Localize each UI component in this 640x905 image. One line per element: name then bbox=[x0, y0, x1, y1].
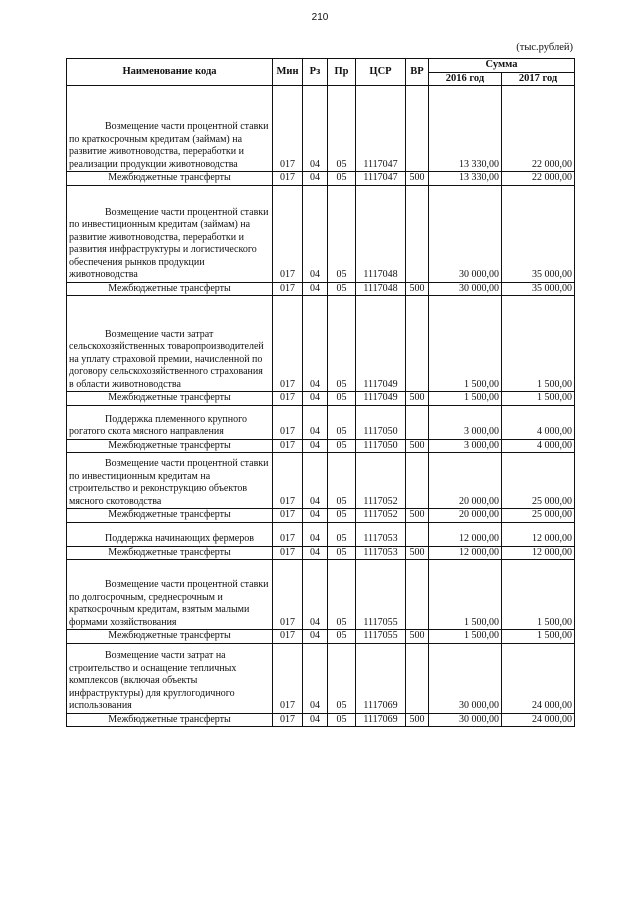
row-vr: 500 bbox=[406, 172, 429, 186]
table-row-item bbox=[67, 185, 575, 282]
page-number: 210 bbox=[311, 12, 329, 23]
row-value-2017: 4 000,00 bbox=[502, 439, 575, 453]
row-pr: 05 bbox=[328, 392, 356, 406]
row-csr: 1117050 bbox=[356, 439, 406, 453]
header-csr: ЦСР bbox=[356, 59, 406, 86]
row-vr: 500 bbox=[406, 282, 429, 296]
header-2017: 2017 год bbox=[502, 72, 575, 86]
table-row-transfer bbox=[67, 282, 575, 296]
row-name: Межбюджетные трансферты bbox=[67, 392, 273, 406]
budget-table bbox=[66, 58, 575, 727]
units-label: (тыс.рублей) bbox=[516, 42, 573, 53]
row-rz: 04 bbox=[303, 546, 328, 560]
row-csr: 1117053 bbox=[356, 522, 406, 546]
row-value-2016: 13 330,00 bbox=[429, 86, 502, 172]
row-value-2016: 12 000,00 bbox=[429, 522, 502, 546]
row-vr: 500 bbox=[406, 630, 429, 644]
row-csr: 1117055 bbox=[356, 630, 406, 644]
table-row-transfer bbox=[67, 172, 575, 186]
row-name: Межбюджетные трансферты bbox=[67, 509, 273, 523]
row-min: 017 bbox=[273, 282, 303, 296]
header-pr: Пр bbox=[328, 59, 356, 86]
row-pr: 05 bbox=[328, 713, 356, 727]
row-value-2016: 3 000,00 bbox=[429, 405, 502, 439]
row-value-2017: 22 000,00 bbox=[502, 172, 575, 186]
row-csr: 1117053 bbox=[356, 546, 406, 560]
row-pr: 05 bbox=[328, 643, 356, 713]
row-min: 017 bbox=[273, 509, 303, 523]
row-vr bbox=[406, 643, 429, 713]
row-name bbox=[67, 86, 273, 172]
row-rz: 04 bbox=[303, 185, 328, 282]
table-row-transfer bbox=[67, 509, 575, 523]
table-row-item bbox=[67, 643, 575, 713]
row-csr: 1117047 bbox=[356, 86, 406, 172]
row-rz: 04 bbox=[303, 509, 328, 523]
row-vr bbox=[406, 185, 429, 282]
table-row-transfer bbox=[67, 439, 575, 453]
row-pr: 05 bbox=[328, 509, 356, 523]
row-value-2017: 24 000,00 bbox=[502, 643, 575, 713]
header-sum: Сумма bbox=[429, 59, 575, 73]
row-name-text: Возмещение части процентной ставки по инвестиционным кредитам (займам) на развитие животноводства, переработки и развития инфраструктуры и логистического обеспечения рынков продукции животноводства bbox=[69, 206, 269, 280]
row-vr: 500 bbox=[406, 713, 429, 727]
row-name: Межбюджетные трансферты bbox=[67, 172, 273, 186]
row-rz: 04 bbox=[303, 86, 328, 172]
table-row-item bbox=[67, 405, 575, 439]
row-pr: 05 bbox=[328, 405, 356, 439]
row-name: Межбюджетные трансферты bbox=[67, 439, 273, 453]
row-rz: 04 bbox=[303, 630, 328, 644]
row-pr: 05 bbox=[328, 560, 356, 630]
row-name-text: Поддержка начинающих фермеров bbox=[105, 533, 254, 544]
row-pr: 05 bbox=[328, 453, 356, 509]
row-pr: 05 bbox=[328, 282, 356, 296]
table-row-item bbox=[67, 560, 575, 630]
row-value-2016: 1 500,00 bbox=[429, 560, 502, 630]
row-name bbox=[67, 185, 273, 282]
row-pr: 05 bbox=[328, 296, 356, 392]
row-min: 017 bbox=[273, 392, 303, 406]
row-name: Межбюджетные трансферты bbox=[67, 546, 273, 560]
row-rz: 04 bbox=[303, 282, 328, 296]
row-min: 017 bbox=[273, 630, 303, 644]
row-rz: 04 bbox=[303, 296, 328, 392]
header-name: Наименование кода bbox=[67, 59, 273, 86]
row-vr bbox=[406, 296, 429, 392]
row-value-2017: 1 500,00 bbox=[502, 560, 575, 630]
row-value-2016: 12 000,00 bbox=[429, 546, 502, 560]
row-csr: 1117047 bbox=[356, 172, 406, 186]
table-row-transfer bbox=[67, 713, 575, 727]
row-vr bbox=[406, 405, 429, 439]
row-name-text: Возмещение части затрат на строительство и оснащение тепличных комплексов (включая объекты инфраструктуры) для круглогодичного использования bbox=[69, 650, 237, 711]
row-value-2017: 25 000,00 bbox=[502, 509, 575, 523]
row-rz: 04 bbox=[303, 560, 328, 630]
row-value-2017: 35 000,00 bbox=[502, 185, 575, 282]
row-vr bbox=[406, 86, 429, 172]
row-min: 017 bbox=[273, 439, 303, 453]
row-csr: 1117049 bbox=[356, 296, 406, 392]
table-header bbox=[67, 59, 575, 86]
header-vr: ВР bbox=[406, 59, 429, 86]
row-csr: 1117050 bbox=[356, 405, 406, 439]
row-rz: 04 bbox=[303, 405, 328, 439]
row-value-2016: 1 500,00 bbox=[429, 296, 502, 392]
row-csr: 1117048 bbox=[356, 185, 406, 282]
row-name: Межбюджетные трансферты bbox=[67, 630, 273, 644]
row-value-2016: 3 000,00 bbox=[429, 439, 502, 453]
row-value-2016: 20 000,00 bbox=[429, 509, 502, 523]
row-value-2016: 30 000,00 bbox=[429, 713, 502, 727]
row-pr: 05 bbox=[328, 546, 356, 560]
row-value-2017: 22 000,00 bbox=[502, 86, 575, 172]
row-value-2017: 12 000,00 bbox=[502, 522, 575, 546]
row-rz: 04 bbox=[303, 392, 328, 406]
row-name-text: Возмещение части процентной ставки по краткосрочным кредитам (займам) на развитие животноводства, переработки и реализации продукции животноводства bbox=[69, 121, 269, 170]
row-csr: 1117069 bbox=[356, 713, 406, 727]
row-value-2017: 1 500,00 bbox=[502, 296, 575, 392]
row-rz: 04 bbox=[303, 643, 328, 713]
row-name bbox=[67, 560, 273, 630]
row-vr bbox=[406, 560, 429, 630]
row-value-2017: 12 000,00 bbox=[502, 546, 575, 560]
table-row-transfer bbox=[67, 392, 575, 406]
header-rz: Рз bbox=[303, 59, 328, 86]
row-name-text: Возмещение части затрат сельскохозяйственных товаропроизводителей на уплату страховой премии, начисленной по договору сельскохозяйственного страхования в области животноводства bbox=[69, 328, 264, 390]
row-min: 017 bbox=[273, 296, 303, 392]
row-value-2016: 20 000,00 bbox=[429, 453, 502, 509]
row-pr: 05 bbox=[328, 630, 356, 644]
row-vr: 500 bbox=[406, 392, 429, 406]
row-pr: 05 bbox=[328, 439, 356, 453]
table-row-item bbox=[67, 453, 575, 509]
row-min: 017 bbox=[273, 405, 303, 439]
row-min: 017 bbox=[273, 453, 303, 509]
row-min: 017 bbox=[273, 185, 303, 282]
table-row-item bbox=[67, 86, 575, 172]
table-row-transfer bbox=[67, 546, 575, 560]
row-value-2017: 4 000,00 bbox=[502, 405, 575, 439]
row-pr: 05 bbox=[328, 185, 356, 282]
row-csr: 1117048 bbox=[356, 282, 406, 296]
row-min: 017 bbox=[273, 172, 303, 186]
row-value-2016: 13 330,00 bbox=[429, 172, 502, 186]
row-pr: 05 bbox=[328, 522, 356, 546]
row-value-2017: 25 000,00 bbox=[502, 453, 575, 509]
row-name-text: Возмещение части процентной ставки по инвестиционным кредитам на строительство и реконструкцию объектов мясного скотоводства bbox=[69, 458, 269, 507]
row-min: 017 bbox=[273, 86, 303, 172]
row-name: Межбюджетные трансферты bbox=[67, 713, 273, 727]
row-csr: 1117052 bbox=[356, 453, 406, 509]
row-value-2017: 35 000,00 bbox=[502, 282, 575, 296]
row-value-2016: 30 000,00 bbox=[429, 282, 502, 296]
row-rz: 04 bbox=[303, 522, 328, 546]
row-vr: 500 bbox=[406, 509, 429, 523]
row-value-2017: 1 500,00 bbox=[502, 630, 575, 644]
row-vr: 500 bbox=[406, 439, 429, 453]
row-csr: 1117055 bbox=[356, 560, 406, 630]
table-row-item bbox=[67, 296, 575, 392]
row-value-2017: 24 000,00 bbox=[502, 713, 575, 727]
row-name bbox=[67, 296, 273, 392]
row-vr bbox=[406, 522, 429, 546]
table-row-item bbox=[67, 522, 575, 546]
row-min: 017 bbox=[273, 713, 303, 727]
row-value-2016: 30 000,00 bbox=[429, 185, 502, 282]
row-value-2017: 1 500,00 bbox=[502, 392, 575, 406]
row-name bbox=[67, 522, 273, 546]
row-rz: 04 bbox=[303, 439, 328, 453]
row-csr: 1117052 bbox=[356, 509, 406, 523]
row-name: Межбюджетные трансферты bbox=[67, 282, 273, 296]
row-value-2016: 30 000,00 bbox=[429, 643, 502, 713]
row-name bbox=[67, 643, 273, 713]
row-value-2016: 1 500,00 bbox=[429, 392, 502, 406]
row-rz: 04 bbox=[303, 453, 328, 509]
row-rz: 04 bbox=[303, 172, 328, 186]
row-name bbox=[67, 453, 273, 509]
row-name-text: Поддержка племенного крупного рогатого скота мясного направления bbox=[69, 413, 247, 437]
row-name-text: Возмещение части процентной ставки по долгосрочным, среднесрочным и краткосрочным кредитам, взятым малыми формами хозяйствования bbox=[69, 579, 269, 628]
header-min: Мин bbox=[273, 59, 303, 86]
row-vr: 500 bbox=[406, 546, 429, 560]
row-vr bbox=[406, 453, 429, 509]
row-csr: 1117069 bbox=[356, 643, 406, 713]
row-pr: 05 bbox=[328, 172, 356, 186]
row-min: 017 bbox=[273, 522, 303, 546]
table-body bbox=[67, 86, 575, 727]
row-min: 017 bbox=[273, 546, 303, 560]
row-name bbox=[67, 405, 273, 439]
row-pr: 05 bbox=[328, 86, 356, 172]
header-2016: 2016 год bbox=[429, 72, 502, 86]
row-min: 017 bbox=[273, 643, 303, 713]
row-min: 017 bbox=[273, 560, 303, 630]
table-row-transfer bbox=[67, 630, 575, 644]
row-value-2016: 1 500,00 bbox=[429, 630, 502, 644]
row-csr: 1117049 bbox=[356, 392, 406, 406]
row-rz: 04 bbox=[303, 713, 328, 727]
